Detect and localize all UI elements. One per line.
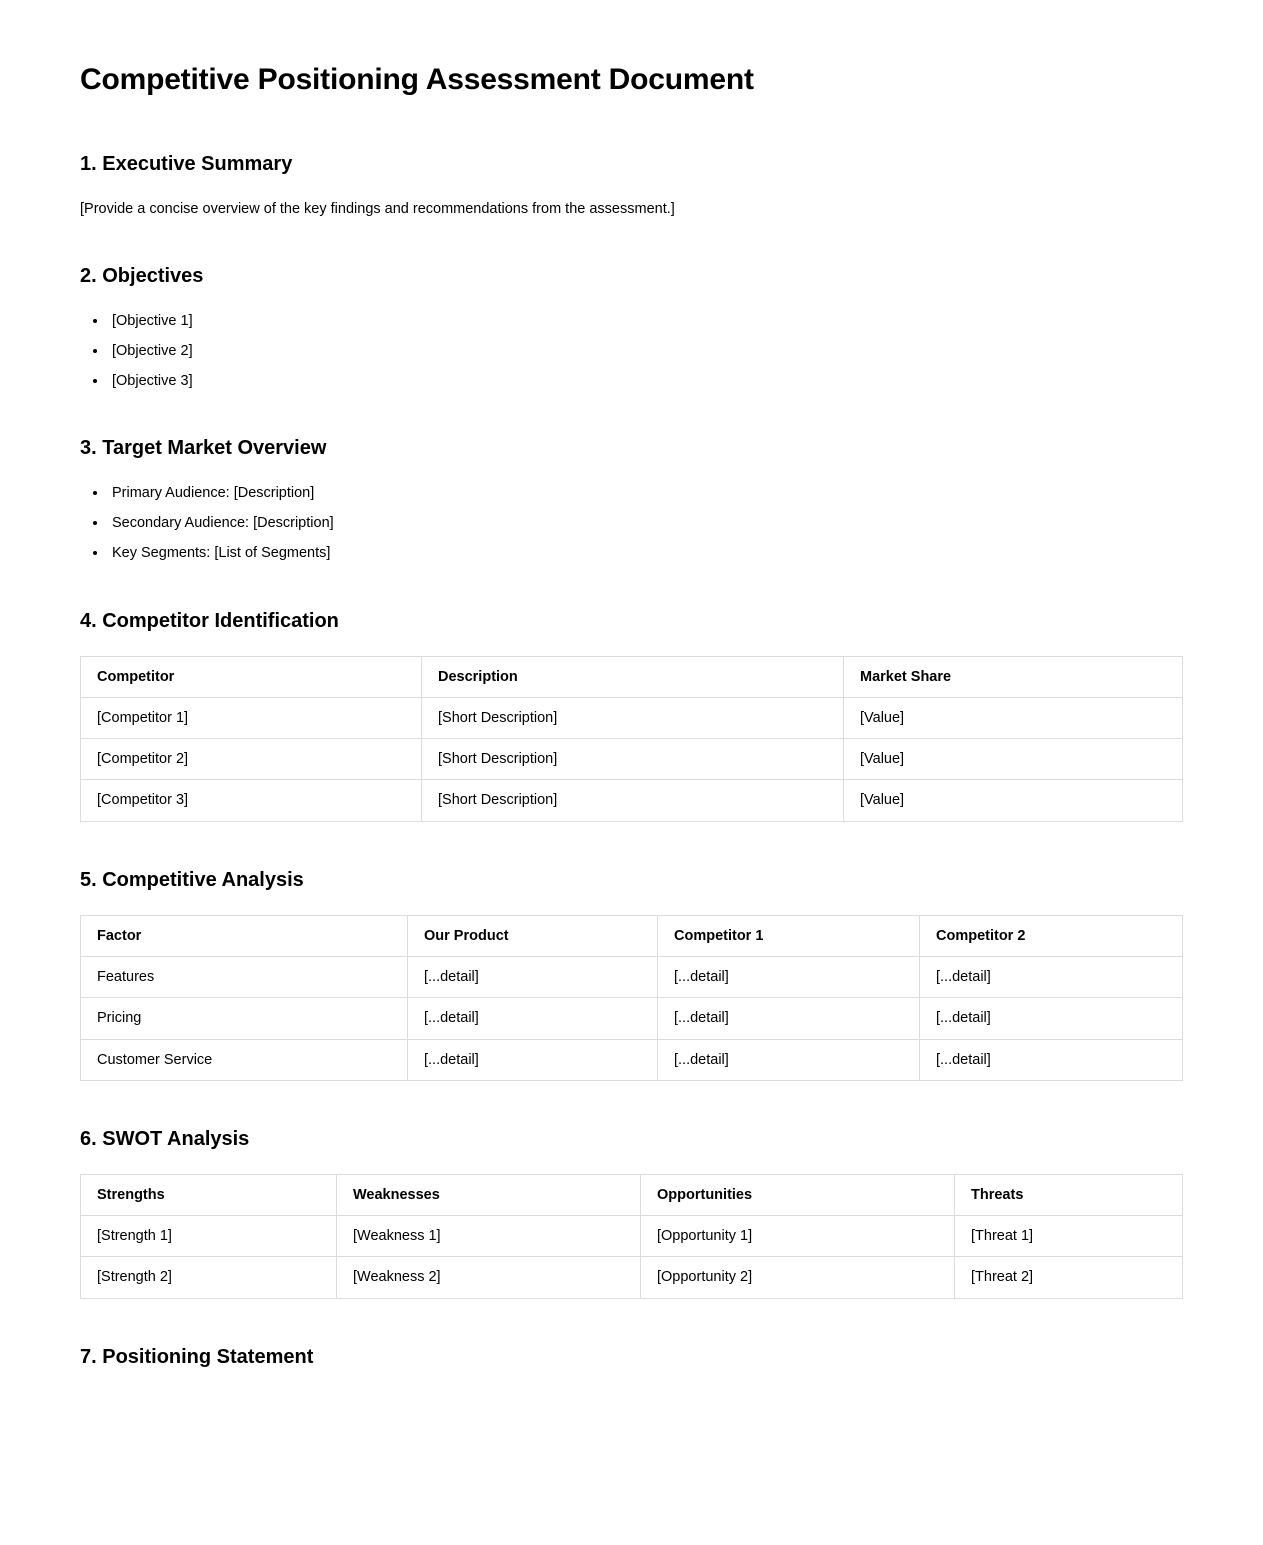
swot-analysis-table (80, 1174, 1183, 1299)
table-row (81, 739, 1183, 780)
column-header: Competitor 1 (658, 915, 920, 956)
section-executive-summary (80, 152, 1183, 220)
section-heading-target-market-overview: 3. Target Market Overview (80, 437, 327, 460)
section-heading-competitive-analysis: 5. Competitive Analysis (80, 868, 304, 891)
column-header: Weaknesses (337, 1174, 641, 1215)
table-header-row (81, 915, 1183, 956)
table-cell: [...detail] (920, 1039, 1183, 1080)
table-cell: [...detail] (408, 998, 658, 1039)
table-cell: [Competitor 2] (81, 739, 422, 780)
table-cell: [Short Description] (422, 780, 844, 821)
table-cell: [Value] (844, 739, 1183, 780)
list-item: • Secondary Audience: [Description] (108, 513, 1183, 535)
section-swot-analysis (80, 1127, 1183, 1299)
table-cell: [...detail] (920, 957, 1183, 998)
section-heading-positioning-statement: 7. Positioning Statement (80, 1345, 314, 1368)
table-cell: Customer Service (81, 1039, 408, 1080)
table-cell: [Threat 2] (955, 1257, 1183, 1298)
list-item: • [Objective 3] (108, 371, 1183, 393)
section-heading-competitor-identification: 4. Competitor Identification (80, 609, 339, 632)
section-heading-objectives: 2. Objectives (80, 265, 204, 288)
column-header: Strengths (81, 1174, 337, 1215)
list-item: • Primary Audience: [Description] (108, 483, 1183, 505)
table-cell: [Short Description] (422, 739, 844, 780)
section-target-market-overview (80, 436, 1183, 564)
table-header-row (81, 1174, 1183, 1215)
table-cell: [Competitor 1] (81, 697, 422, 738)
column-header: Factor (81, 915, 408, 956)
table-row (81, 1039, 1183, 1080)
table-cell: [Value] (844, 697, 1183, 738)
table-row (81, 998, 1183, 1039)
column-header: Threats (955, 1174, 1183, 1215)
table-cell: [Competitor 3] (81, 780, 422, 821)
table-row (81, 697, 1183, 738)
table-cell: [Short Description] (422, 697, 844, 738)
table-cell: [Threat 1] (955, 1216, 1183, 1257)
table-row (81, 780, 1183, 821)
table-cell: [Weakness 2] (337, 1257, 641, 1298)
table-row (81, 1216, 1183, 1257)
table-row (81, 957, 1183, 998)
table-header-row (81, 656, 1183, 697)
list-item: • [Objective 1] (108, 311, 1183, 333)
column-header: Competitor 2 (920, 915, 1183, 956)
section-positioning-statement (80, 1345, 1183, 1370)
column-header: Opportunities (641, 1174, 955, 1215)
table-cell: [Weakness 1] (337, 1216, 641, 1257)
target-market-list (80, 483, 1183, 564)
table-cell: [Opportunity 1] (641, 1216, 955, 1257)
column-header: Our Product (408, 915, 658, 956)
table-cell: [...detail] (658, 1039, 920, 1080)
column-header: Market Share (844, 656, 1183, 697)
column-header: Competitor (81, 656, 422, 697)
section-competitive-analysis (80, 868, 1183, 1081)
table-cell: [...detail] (658, 957, 920, 998)
table-cell: [...detail] (920, 998, 1183, 1039)
table-cell: [Strength 2] (81, 1257, 337, 1298)
section-heading-executive-summary: 1. Executive Summary (80, 153, 293, 175)
executive-summary-body: [Provide a concise overview of the key findings and recommendations from the assessment.] (80, 201, 675, 217)
list-item: • [Objective 2] (108, 341, 1183, 363)
table-cell: [...detail] (408, 1039, 658, 1080)
competitive-analysis-table (80, 915, 1183, 1081)
column-header: Description (422, 656, 844, 697)
section-heading-swot-analysis: 6. SWOT Analysis (80, 1127, 250, 1150)
section-objectives (80, 264, 1183, 392)
table-cell: [Value] (844, 780, 1183, 821)
list-item: • Key Segments: [List of Segments] (108, 543, 1183, 565)
table-cell: Features (81, 957, 408, 998)
objectives-list (80, 311, 1183, 392)
table-cell: Pricing (81, 998, 408, 1039)
document-title: Competitive Positioning Assessment Document (80, 63, 754, 96)
table-row (81, 1257, 1183, 1298)
table-cell: [...detail] (658, 998, 920, 1039)
competitor-identification-table (80, 656, 1183, 822)
table-cell: [Strength 1] (81, 1216, 337, 1257)
table-cell: [Opportunity 2] (641, 1257, 955, 1298)
table-cell: [...detail] (408, 957, 658, 998)
section-competitor-identification (80, 609, 1183, 822)
